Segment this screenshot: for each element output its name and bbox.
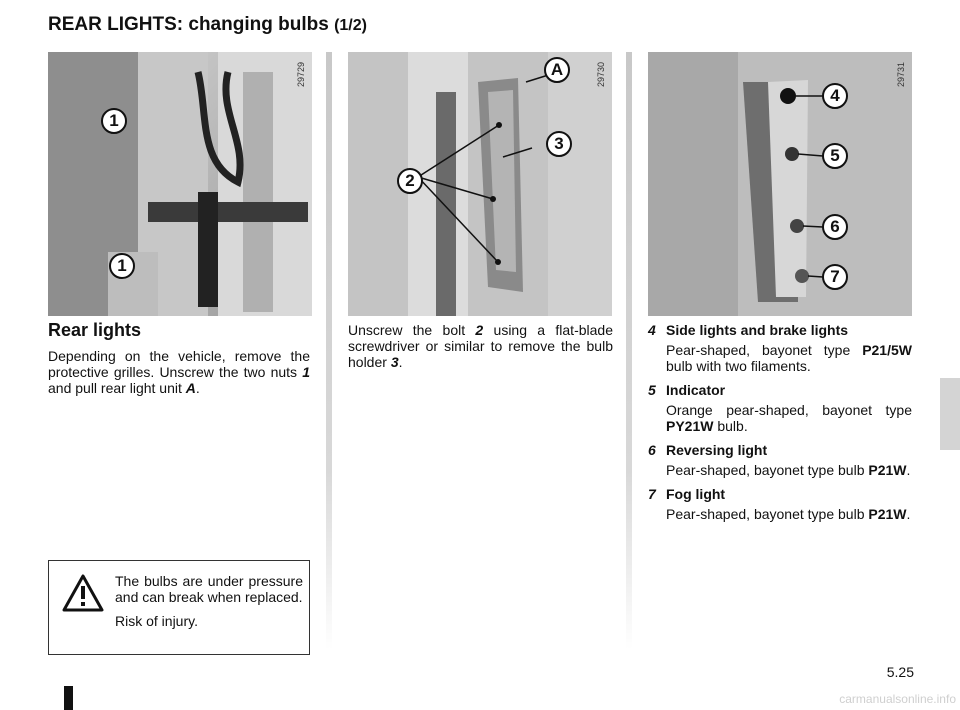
photo-number: 29730 xyxy=(596,62,606,88)
photo-rear-door-interior xyxy=(48,52,312,316)
light-unit-reference: A xyxy=(185,380,196,396)
bulb-description: Orange pear-shaped, bayonet type PY21W bulb. xyxy=(666,402,912,434)
instruction-text: . xyxy=(195,380,200,396)
callout-4: 4 xyxy=(822,83,848,109)
bulb-heading: 6 Reversing light xyxy=(648,442,768,458)
bulb-type: PY21W xyxy=(666,418,714,434)
instruction-text: Unscrew the bolt xyxy=(348,322,466,338)
bulb-description: Pear-shaped, bayonet type bulb P21W. xyxy=(666,506,911,522)
column-divider xyxy=(626,52,632,650)
page-title xyxy=(48,14,367,36)
bulb-heading: 5 Indicator xyxy=(648,382,726,398)
rear-lights-instructions xyxy=(48,348,310,396)
photo-bulb-holder xyxy=(648,52,912,316)
photo-rear-light-unit xyxy=(348,52,612,316)
callout-2: 2 xyxy=(397,168,423,194)
bulb-type: P21/5W xyxy=(862,342,912,358)
callout-6: 6 xyxy=(822,214,848,240)
bulb-holder-reference: 3 xyxy=(390,354,399,370)
bulb-heading: 4 Side lights and brake lights xyxy=(648,322,849,338)
bulb-description: Pear-shaped, bayonet type P21/5W bulb with two filaments. xyxy=(666,342,912,374)
callout-3: 3 xyxy=(546,131,572,157)
callout-1-upper: 1 xyxy=(101,108,127,134)
photo-number: 29731 xyxy=(896,62,906,88)
callout-1-lower: 1 xyxy=(109,253,135,279)
warning-line: Risk of injury. xyxy=(115,613,198,629)
page-title-part: (1/2) xyxy=(334,17,367,34)
nut-reference: 1 xyxy=(302,364,311,380)
list-item xyxy=(648,486,912,522)
bulb-description: Pear-shaped, bayonet type bulb P21W. xyxy=(666,462,911,478)
instruction-text: using a flat-blade screwdriver or similar to remove the bulb holder xyxy=(348,322,613,370)
photo-number: 29729 xyxy=(296,62,306,88)
instruction-text: Depending on the vehicle, remove the protective grilles. Unscrew the two nuts xyxy=(48,348,310,380)
bulb-heading: 7 Fog light xyxy=(648,486,726,502)
warning-text xyxy=(115,573,303,637)
list-item xyxy=(648,442,912,478)
page-number: 5.25 xyxy=(886,664,914,680)
bulb-list xyxy=(648,322,912,530)
bulb-type: P21W xyxy=(868,506,907,522)
bolt-reference: 2 xyxy=(475,322,484,338)
warning-line: The bulbs are under pressure and can break when replaced. xyxy=(115,573,303,605)
page-title-text: REAR LIGHTS: changing bulbs xyxy=(48,14,329,35)
list-item xyxy=(648,382,912,434)
callout-A: A xyxy=(544,57,570,83)
callout-5: 5 xyxy=(822,143,848,169)
watermark: carmanualsonline.info xyxy=(839,692,956,706)
instruction-text: and pull rear light unit xyxy=(48,380,182,396)
warning-triangle-icon xyxy=(61,573,105,618)
column-divider xyxy=(326,52,332,650)
chapter-tab xyxy=(940,378,960,450)
warning-box xyxy=(48,560,310,655)
bulb-type: P21W xyxy=(868,462,907,478)
bulb-holder-instructions xyxy=(348,322,613,370)
corner-mark xyxy=(64,686,73,710)
instruction-text: . xyxy=(398,354,403,370)
list-item xyxy=(648,322,912,374)
callout-7: 7 xyxy=(822,264,848,290)
section-heading: Rear lights xyxy=(48,320,142,340)
